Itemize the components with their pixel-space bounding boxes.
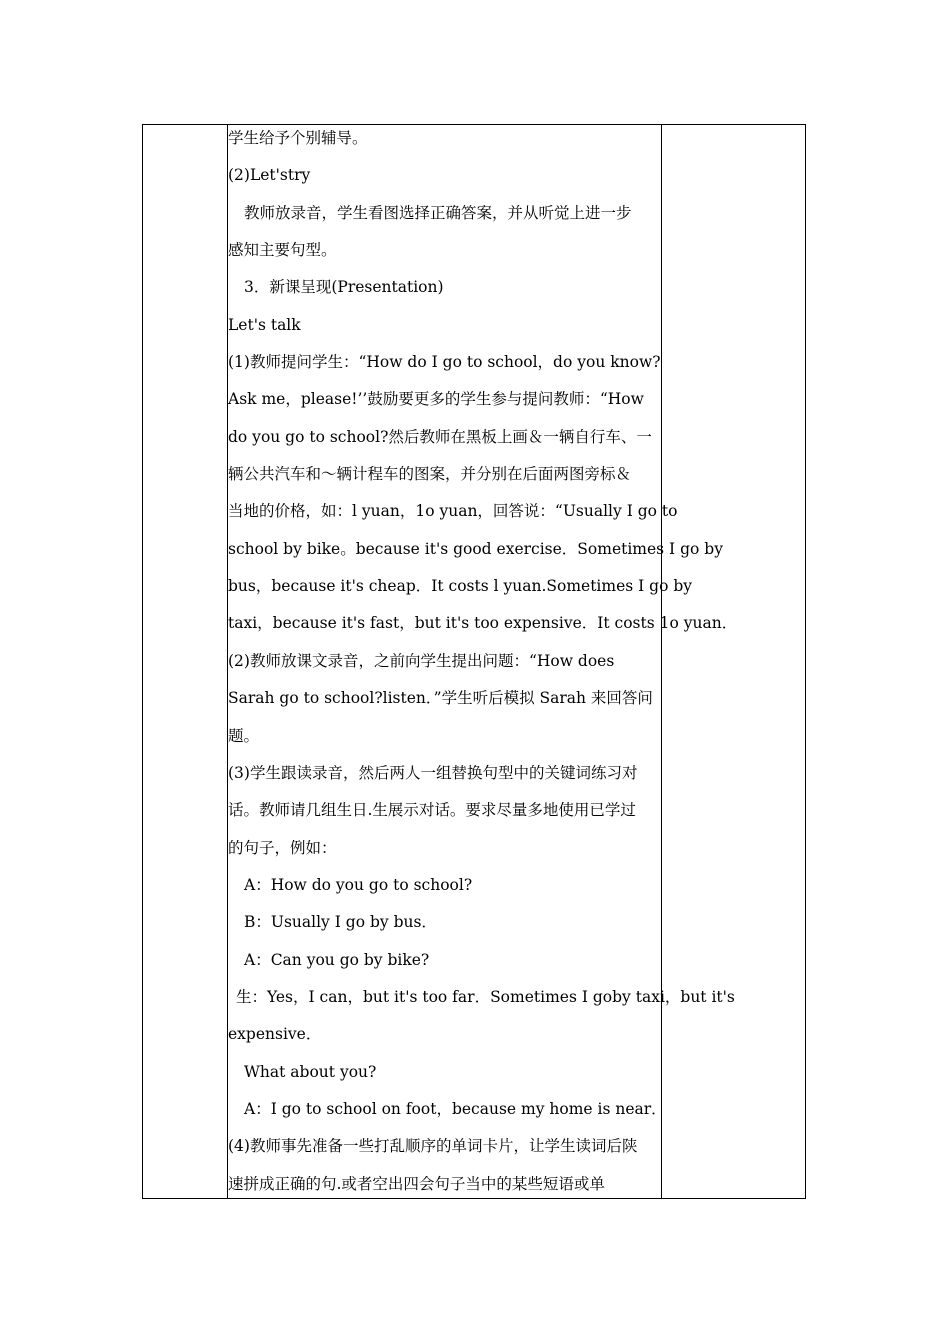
- table-content-cell: [228, 124, 738, 1207]
- text-line: (2)教师放课文录音，之前向学生提出问题：“How does: [228, 651, 615, 670]
- text-line: Sarah go to school?listen．”学生听后模拟 Sarah 来回答问: [228, 689, 653, 708]
- text-line: 速拼成正确的句.或者空出四会句子当中的某些短语或单: [228, 1174, 605, 1193]
- column-divider-right: [661, 125, 662, 1198]
- text-line: 辆公共汽车和～辆计程车的图案，并分别在后面两图旁标＆: [228, 465, 632, 484]
- text-line: 教师放录音，学生看图选择正确答案，并从听觉上进一步: [244, 203, 632, 222]
- text-line: bus，because it's cheap．It costs l yuan.Sometimes I go by: [228, 577, 693, 596]
- text-line: 学生给予个别辅导。: [228, 129, 368, 147]
- text-line: A：I go to school on foot，because my home is near．: [244, 1099, 667, 1118]
- text-line: (1)教师提问学生：“How do I go to school，do you know?: [228, 353, 661, 372]
- text-line: 生：Yes，I can，but it's too far．Sometimes I goby taxi，but it's: [236, 987, 735, 1006]
- text-line: 话。教师请几组生日.生展示对话。要求尽量多地使用已学过: [228, 801, 636, 820]
- text-line: expensive．: [228, 1025, 322, 1044]
- text-line: A：How do you go to school?: [244, 875, 473, 894]
- text-line: 感知主要句型。: [228, 241, 337, 260]
- text-line: (4)教师事先准备一些打乱顺序的单词卡片，让学生读词后陕: [228, 1137, 638, 1156]
- text-line: What about you?: [244, 1062, 377, 1081]
- text-line: 的句子，例如：: [228, 838, 337, 857]
- text-line: Ask me，please!’’鼓励要更多的学生参与提问教师：“How: [228, 390, 644, 409]
- text-line: 当地的价格，如：l yuan，1o yuan，回答说：“Usually I go to: [228, 502, 678, 521]
- text-line: (2)Let'stry: [228, 166, 311, 185]
- text-line: (3)学生跟读录音，然后两人一组替换句型中的关键词练习对: [228, 763, 638, 782]
- text-line: A：Can you go by bike?: [244, 950, 430, 969]
- text-line: Let's talk: [228, 315, 301, 334]
- text-line: school by bike。because it's good exercise．Sometimes I go by: [228, 539, 723, 558]
- text-line: do you go to school?然后教师在黑板上画＆一辆自行车、一: [228, 427, 652, 446]
- text-line: B：Usually I go by bus．: [244, 913, 437, 932]
- text-line: 3．新课呈现(Presentation): [244, 278, 444, 297]
- text-line: taxi，because it's fast，but it's too expensive．It costs 1o yuan．: [228, 614, 738, 633]
- text-line: 题。: [228, 726, 260, 745]
